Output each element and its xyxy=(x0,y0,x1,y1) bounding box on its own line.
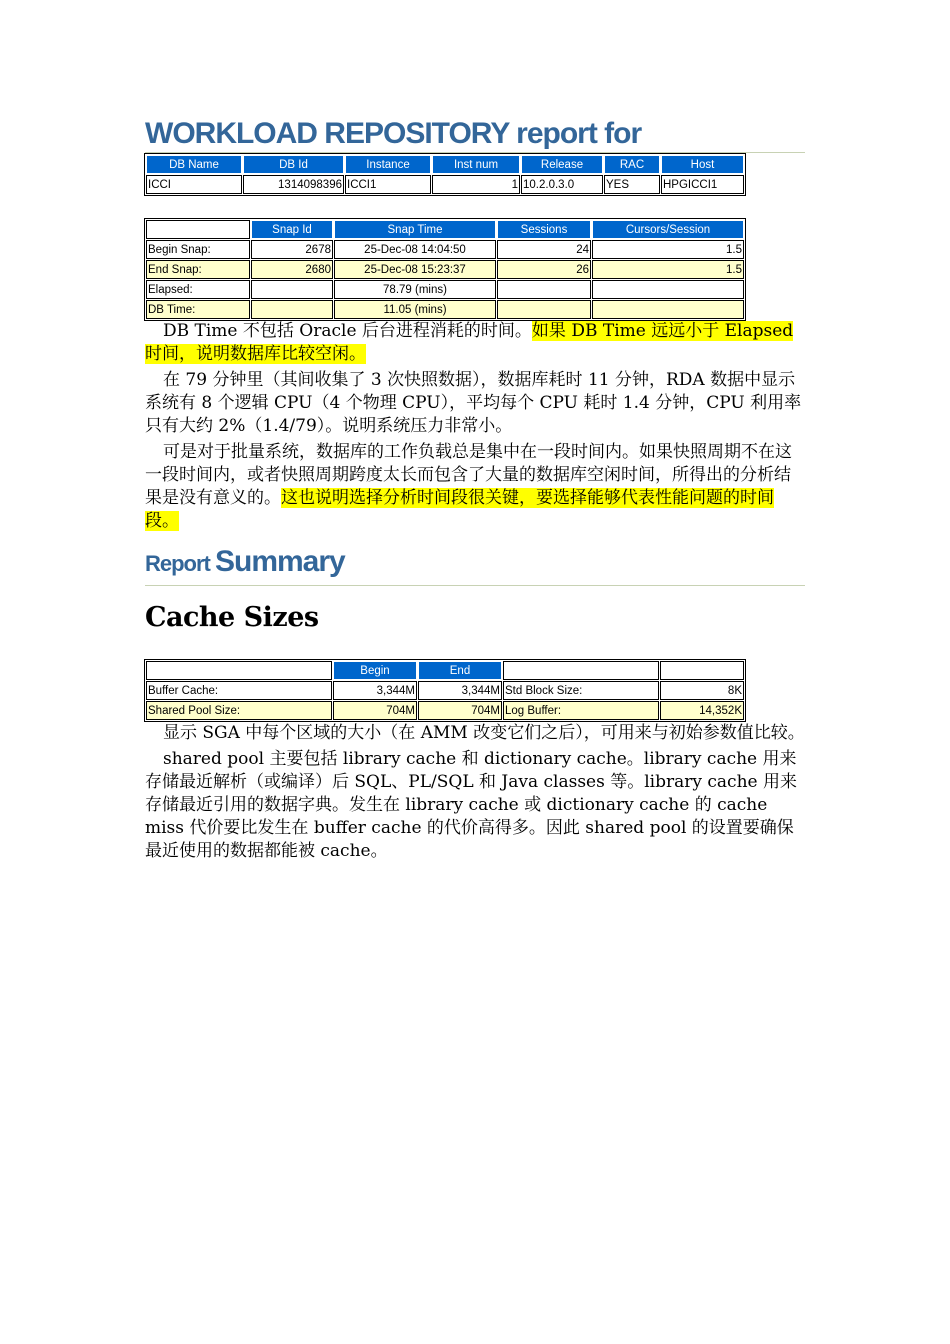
cell-label: Std Block Size: xyxy=(503,681,659,700)
header-host: Host xyxy=(661,155,744,174)
snap-header-row xyxy=(146,220,744,239)
header-db-id: DB Id xyxy=(243,155,344,174)
report-title: WORKLOAD REPOSITORY report for xyxy=(145,116,805,153)
header-instance: Instance xyxy=(345,155,431,174)
cache-sizes-table xyxy=(144,659,746,722)
cell-label: Shared Pool Size: xyxy=(146,701,332,720)
cell-cursors: 1.5 xyxy=(592,240,744,259)
header-release: Release xyxy=(521,155,603,174)
cell-snap-time: 25-Dec-08 14:04:50 xyxy=(334,240,496,259)
snap-table xyxy=(144,218,746,321)
header-sessions: Sessions xyxy=(497,220,591,239)
cell-label: Log Buffer: xyxy=(503,701,659,720)
cache-row-buffer xyxy=(146,681,744,700)
cell-end: 704M xyxy=(418,701,502,720)
cell-snap-id: 2680 xyxy=(251,260,333,279)
cell-value: 14,352K xyxy=(660,701,744,720)
cell-host: HPGICCI1 xyxy=(661,175,744,194)
cell-label: Begin Snap: xyxy=(146,240,250,259)
cell-sessions: 24 xyxy=(497,240,591,259)
cell-label: Buffer Cache: xyxy=(146,681,332,700)
paragraph-db-time xyxy=(145,320,807,366)
header-rac: RAC xyxy=(604,155,660,174)
cell-snap-id xyxy=(251,280,333,299)
header-snap-id: Snap Id xyxy=(251,220,333,239)
paragraph-shared-pool: shared pool 主要包括 library cache 和 dictionary cache。library cache 用来存储最近解析（或编译）后 SQL、PL/SQL 和 Java classes 等。library cache 用来存储最近引用的数据字典。发生在 library cache 或 dictionary cache 的 cache miss 代价要比发生在 buffer cache 的代价高得多。因此 shared pool 的设置要确保最近使用的数据都能被 cache。 xyxy=(145,749,797,861)
cell-label: Elapsed: xyxy=(146,280,250,299)
cell-snap-id xyxy=(251,300,333,319)
report-summary-heading xyxy=(145,544,805,586)
cell-snap-time: 11.05 (mins) xyxy=(334,300,496,319)
cell-begin: 3,344M xyxy=(333,681,417,700)
cache-paragraphs xyxy=(145,722,807,863)
header-end: End xyxy=(418,661,502,680)
cache-header-blank xyxy=(146,661,332,680)
cell-sessions: 26 xyxy=(497,260,591,279)
snap-row-end xyxy=(146,260,744,279)
cell-snap-time: 78.79 (mins) xyxy=(334,280,496,299)
cell-value: 8K xyxy=(660,681,744,700)
header-cursors-session: Cursors/Session xyxy=(592,220,744,239)
snap-row-begin xyxy=(146,240,744,259)
cache-header-blank xyxy=(660,661,744,680)
cell-cursors: 1.5 xyxy=(592,260,744,279)
snap-row-dbtime xyxy=(146,300,744,319)
cell-snap-id: 2678 xyxy=(251,240,333,259)
analysis-paragraphs xyxy=(145,320,807,533)
cell-release: 10.2.0.3.0 xyxy=(521,175,603,194)
cell-sessions xyxy=(497,280,591,299)
db-info-row xyxy=(146,175,744,194)
cell-inst-num: 1 xyxy=(432,175,520,194)
paragraph-cpu: 在 79 分钟里（其间收集了 3 次快照数据），数据库耗时 11 分钟，RDA 数据中显示系统有 8 个逻辑 CPU（4 个物理 CPU），平均每个 CPU 耗时 1.4 分钟，CPU 利用率只有大约 2%（1.4/79）。说明系统压力非常小。 xyxy=(145,370,802,436)
cache-sizes-heading: Cache Sizes xyxy=(145,602,319,633)
cell-cursors xyxy=(592,300,744,319)
heading-part-small: Report xyxy=(145,551,215,576)
snap-row-elapsed xyxy=(146,280,744,299)
cell-end: 3,344M xyxy=(418,681,502,700)
highlighted-text: 如果 DB Time 远远小于 Elapsed 时间，说明数据库比较空闲。 xyxy=(145,321,794,364)
header-inst-num: Inst num xyxy=(432,155,520,174)
paragraph-sga: 显示 SGA 中每个区域的大小（在 AMM 改变它们之后），可用来与初始参数值比较。 xyxy=(163,723,805,743)
header-db-name: DB Name xyxy=(146,155,242,174)
cell-snap-time: 25-Dec-08 15:23:37 xyxy=(334,260,496,279)
cell-sessions xyxy=(497,300,591,319)
paragraph-text: DB Time 不包括 Oracle 后台进程消耗的时间。 xyxy=(163,321,532,341)
paragraph-text: 可是对于批量系统，数据库的工作负载总是集中在一段时间内。如果快照周期不在这一段时间内，或者快照周期跨度太长而包含了大量的数据库空闲时间，所得出的分析结果是没有意义的。 xyxy=(145,442,792,508)
cache-header-row xyxy=(146,661,744,680)
cell-cursors xyxy=(592,280,744,299)
db-info-table xyxy=(144,153,746,196)
cell-begin: 704M xyxy=(333,701,417,720)
heading-part-big: Summary xyxy=(215,545,345,578)
highlighted-text: 这也说明选择分析时间段很关键，要选择能够代表性能问题的时间段。 xyxy=(145,488,774,531)
header-begin: Begin xyxy=(333,661,417,680)
cache-header-blank xyxy=(503,661,659,680)
cell-label: DB Time: xyxy=(146,300,250,319)
db-info-header-row xyxy=(146,155,744,174)
cell-db-name: ICCI xyxy=(146,175,242,194)
paragraph-batch xyxy=(145,441,807,533)
cell-rac: YES xyxy=(604,175,660,194)
cache-row-shared-pool xyxy=(146,701,744,720)
cell-label: End Snap: xyxy=(146,260,250,279)
header-snap-time: Snap Time xyxy=(334,220,496,239)
cell-db-id: 1314098396 xyxy=(243,175,344,194)
cell-instance: ICCI1 xyxy=(345,175,431,194)
snap-header-blank xyxy=(146,220,250,239)
